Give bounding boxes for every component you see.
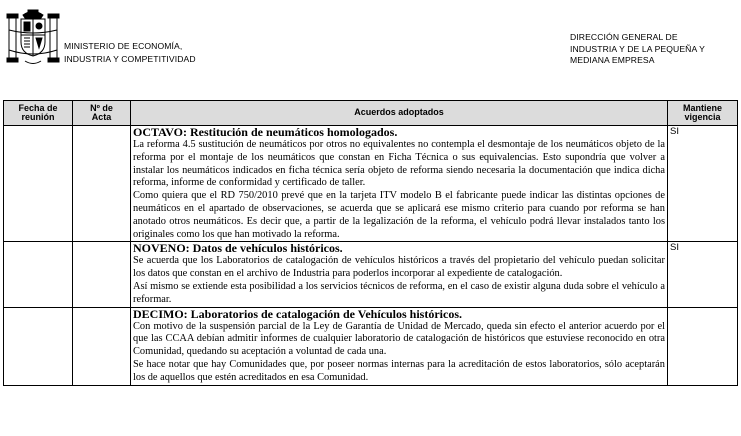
header-vigencia: Mantiene vigencia [668, 101, 738, 126]
acuerdo-cell [131, 242, 668, 307]
acuerdo-cell [131, 307, 668, 385]
acuerdo-title: DECIMO: Laboratorios de catalogación de Vehículos históricos. [133, 306, 462, 321]
fecha-cell [4, 242, 73, 307]
vigencia-value: SI [670, 126, 679, 137]
vigencia-cell [668, 307, 738, 385]
ministry-line-1: MINISTERIO DE ECONOMÍA, [64, 41, 183, 51]
coat-of-arms-emblem [5, 6, 61, 68]
acta-cell [73, 307, 131, 385]
acta-cell [73, 242, 131, 307]
vigencia-cell [668, 126, 738, 242]
header-acuerdos: Acuerdos adoptados [131, 101, 668, 126]
ministry-line-2: INDUSTRIA Y COMPETITIVIDAD [64, 54, 196, 64]
header-fecha: Fecha de reunión [4, 101, 73, 126]
acuerdos-table [3, 100, 738, 386]
table-row [4, 126, 738, 242]
direccion-line-3: MEDIANA EMPRESA [570, 55, 655, 65]
direccion-general-name [570, 32, 705, 67]
acuerdo-paragraph: La reforma 4.5 sustitución de neumáticos por otros no equivalentes no contempla el desmontaje de los neumáticos objeto de la reforma por el montaje de los neumáticos que constan en Ficha Técnica o sus equivalencias. Esto supondría que volver a instalar los neumáticos indicados en ficha técnica sería objeto de reforma siendo necesaria la documentación que indica dicha reforma, informe de conformidad y certificado de taller. [133, 139, 665, 189]
ministry-name [64, 40, 196, 66]
vigencia-cell [668, 242, 738, 307]
vigencia-value: SI [670, 242, 679, 254]
table-row [4, 242, 738, 307]
table-header-row [4, 101, 738, 126]
direccion-line-1: DIRECCIÓN GENERAL DE [570, 32, 678, 42]
acuerdo-paragraph: Se acuerda que los Laboratorios de catalogación de vehículos históricos a través del propietario del vehículo puedan solicitar los datos que constan en el archivo de Industria para poderlos incorporar al expediente de catalogación. [133, 255, 665, 280]
acuerdo-paragraph: Así mismo se extiende esta posibilidad a los servicios técnicos de reforma, en el caso de existir alguna duda sobre el vehículo a reformar. [133, 280, 665, 305]
fecha-cell [4, 126, 73, 242]
acuerdo-title: NOVENO: Datos de vehículos históricos. [133, 241, 343, 256]
acuerdo-title: OCTAVO: Restitución de neumáticos homologados. [133, 125, 398, 139]
fecha-cell [4, 307, 73, 385]
acuerdo-paragraph: Se hace notar que hay Comunidades que, por poseer normas internas para la acreditación de estos laboratorios, sólo aceptarán los de aquellos que estén acreditados en esa Comunidad. [133, 358, 665, 383]
direccion-line-2: INDUSTRIA Y DE LA PEQUEÑA Y [570, 43, 705, 54]
acuerdo-cell [131, 126, 668, 242]
acta-cell [73, 126, 131, 242]
header-acta: Nº de Acta [73, 101, 131, 126]
document-header [0, 0, 741, 96]
acuerdo-paragraph: Con motivo de la suspensión parcial de la Ley de Garantía de Unidad de Mercado, queda sin efecto el anterior acuerdo por el que las CCAA debían admitir informes de cualquier laboratorio de catalogación de históricos que estuviese reconocido en otra Comunidad, quedando su aceptación a voluntad de cada una. [133, 320, 665, 358]
acuerdo-paragraph: Como quiera que el RD 750/2010 prevé que en la tarjeta ITV modelo B el fabricante puede indicar las distintas opciones de neumáticos en el apartado de observaciones, se acuerda que se aplicará ese mismo criterio para cuando por reforma se han anotado otros neumáticos. Es decir que, a partir de la legalización de la reforma, el vehículo podrá llevar instalados tanto los originales como los que han motivado la reforma. [133, 190, 665, 240]
table-row [4, 307, 738, 385]
